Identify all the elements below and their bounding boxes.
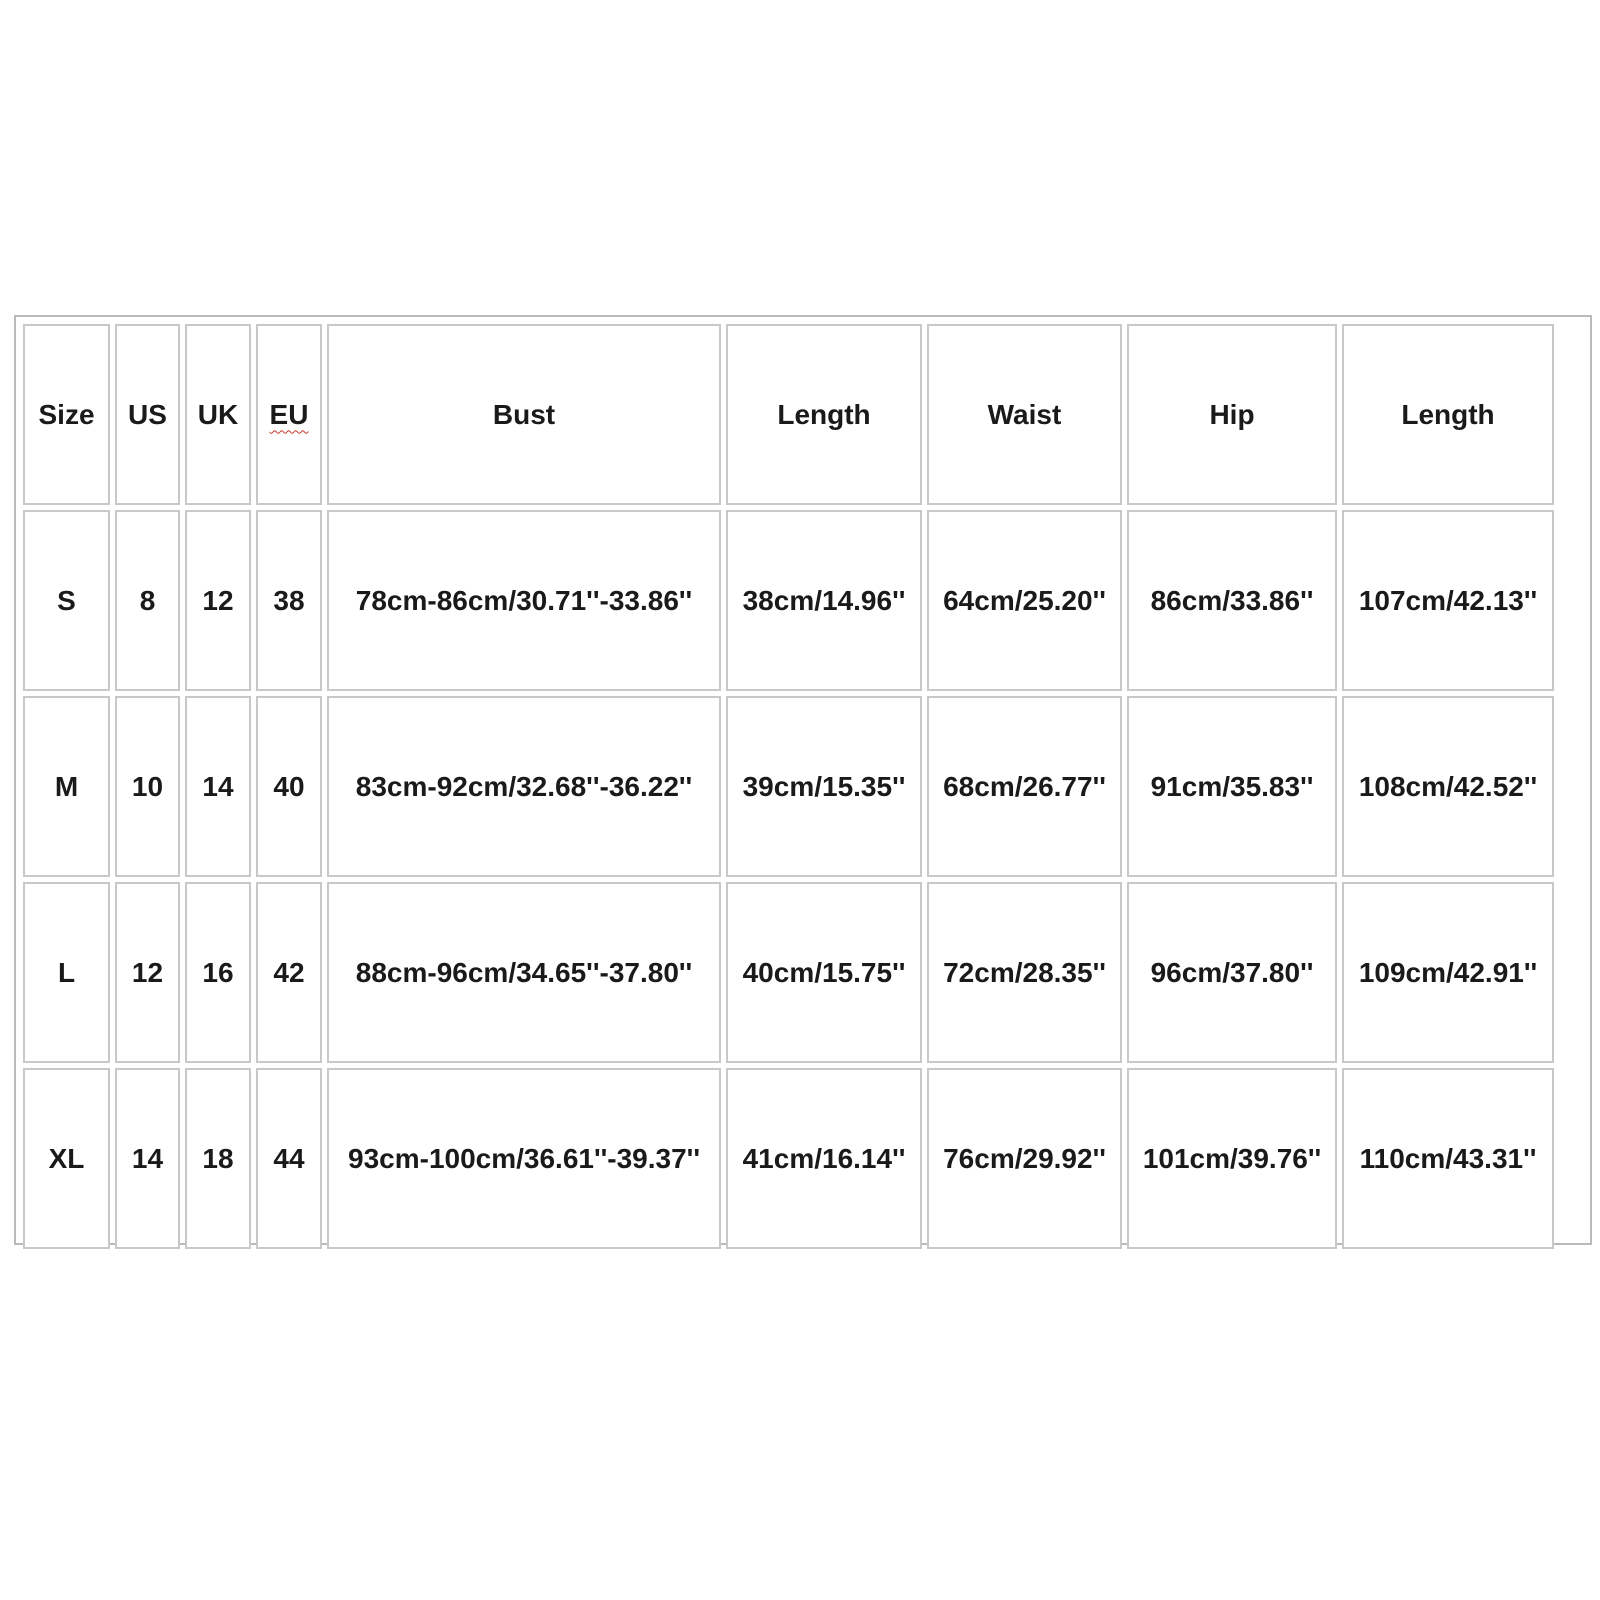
- cell-waist: 64cm/25.20'': [927, 510, 1122, 691]
- cell-bust: 78cm-86cm/30.71''-33.86'': [327, 510, 721, 691]
- cell-hip: 96cm/37.80'': [1127, 882, 1337, 1063]
- header-bust: Bust: [327, 324, 721, 505]
- header-hip: Hip: [1127, 324, 1337, 505]
- cell-size: XL: [23, 1068, 110, 1249]
- header-eu-label: EU: [269, 398, 309, 430]
- cell-waist: 76cm/29.92'': [927, 1068, 1122, 1249]
- cell-us: 8: [115, 510, 180, 691]
- cell-size: L: [23, 882, 110, 1063]
- cell-eu: 42: [256, 882, 322, 1063]
- table-row: [23, 696, 1554, 877]
- cell-eu: 38: [256, 510, 322, 691]
- cell-length: 39cm/15.35'': [726, 696, 922, 877]
- cell-size: M: [23, 696, 110, 877]
- cell-hip: 101cm/39.76'': [1127, 1068, 1337, 1249]
- cell-uk: 16: [185, 882, 251, 1063]
- cell-waist: 68cm/26.77'': [927, 696, 1122, 877]
- cell-uk: 14: [185, 696, 251, 877]
- header-waist: Waist: [927, 324, 1122, 505]
- cell-hip: 91cm/35.83'': [1127, 696, 1337, 877]
- table-row: [23, 510, 1554, 691]
- table-row: [23, 1068, 1554, 1249]
- cell-length-2: 109cm/42.91'': [1342, 882, 1554, 1063]
- header-us: US: [115, 324, 180, 505]
- cell-length: 38cm/14.96'': [726, 510, 922, 691]
- cell-us: 12: [115, 882, 180, 1063]
- cell-length-2: 110cm/43.31'': [1342, 1068, 1554, 1249]
- cell-bust: 83cm-92cm/32.68''-36.22'': [327, 696, 721, 877]
- cell-waist: 72cm/28.35'': [927, 882, 1122, 1063]
- cell-length: 41cm/16.14'': [726, 1068, 922, 1249]
- header-eu: [256, 324, 322, 505]
- header-row: [23, 324, 1554, 505]
- cell-uk: 18: [185, 1068, 251, 1249]
- table-row: [23, 882, 1554, 1063]
- cell-length-2: 108cm/42.52'': [1342, 696, 1554, 877]
- cell-us: 14: [115, 1068, 180, 1249]
- cell-eu: 40: [256, 696, 322, 877]
- cell-us: 10: [115, 696, 180, 877]
- cell-length-2: 107cm/42.13'': [1342, 510, 1554, 691]
- header-length: Length: [726, 324, 922, 505]
- cell-uk: 12: [185, 510, 251, 691]
- cell-eu: 44: [256, 1068, 322, 1249]
- header-size: Size: [23, 324, 110, 505]
- size-chart-table: [18, 319, 1559, 1254]
- header-uk: UK: [185, 324, 251, 505]
- size-chart-frame: [14, 315, 1592, 1245]
- cell-bust: 93cm-100cm/36.61''-39.37'': [327, 1068, 721, 1249]
- cell-bust: 88cm-96cm/34.65''-37.80'': [327, 882, 721, 1063]
- cell-size: S: [23, 510, 110, 691]
- header-length-2: Length: [1342, 324, 1554, 505]
- cell-hip: 86cm/33.86'': [1127, 510, 1337, 691]
- cell-length: 40cm/15.75'': [726, 882, 922, 1063]
